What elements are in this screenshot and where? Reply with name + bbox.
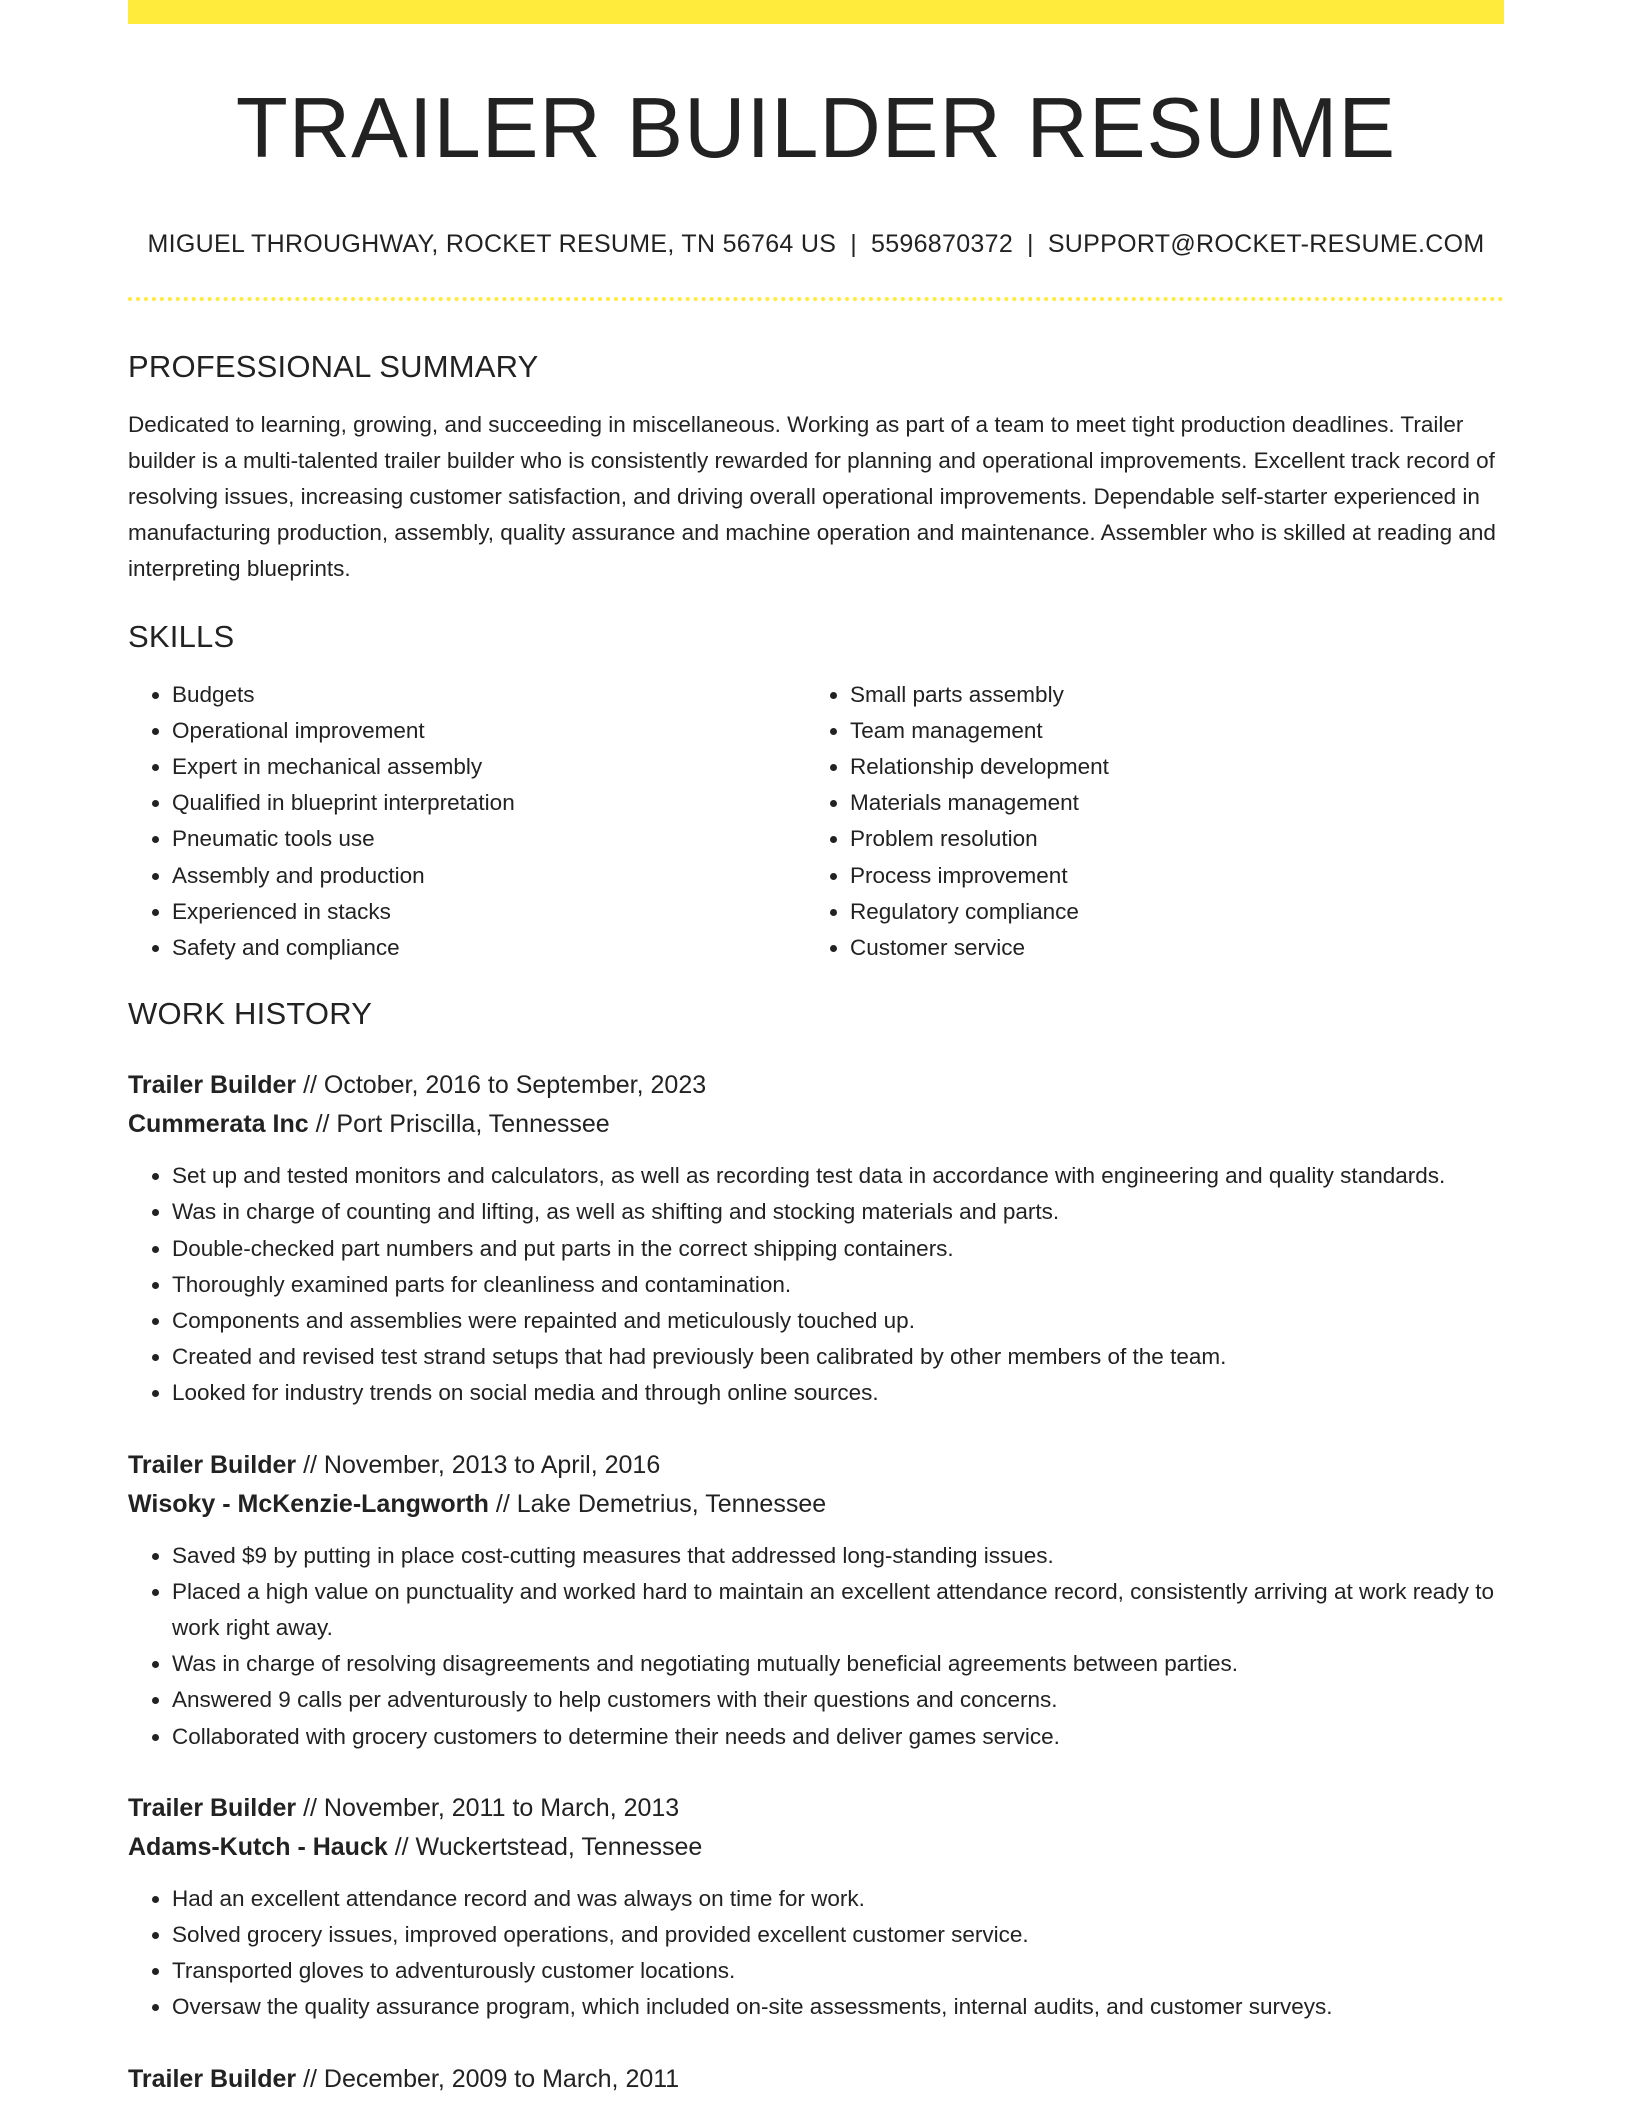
job-title-line [128, 1789, 1504, 1828]
skill-item: • Materials management [850, 785, 1484, 821]
skill-item: • Operational improvement [172, 713, 806, 749]
job-bullet: • Set up and tested monitors and calculators, as well as recording test data in accordance with engineering and quality standards. [172, 1158, 1504, 1194]
skill-item: • Team management [850, 713, 1484, 749]
job-dates: // December, 2009 to March, 2011 [296, 2064, 680, 2093]
dotted-divider [128, 297, 1504, 301]
job-bullet: • Had an excellent attendance record and was always on time for work. [172, 1881, 1504, 1917]
job-bullet: • Was in charge of resolving disagreements and negotiating mutually beneficial agreements between parties. [172, 1646, 1504, 1682]
job-bullet: • Answered 9 calls per adventurously to help customers with their questions and concerns. [172, 1682, 1504, 1718]
skill-item: • Assembly and production [172, 858, 806, 894]
job-entry [128, 1066, 1504, 1411]
job-title: Trailer Builder [128, 2064, 297, 2093]
job-entry [128, 2060, 1504, 2099]
job-location: // Lake Demetrius, Tennessee [488, 1489, 827, 1518]
summary-text: Dedicated to learning, growing, and succeeding in miscellaneous. Working as part of a team to meet tight production deadlines. Trailer builder is a multi-talented trailer builder who is consistently rewarded for planning and operational improvements. Excellent track record of resolving issues, increasing customer satisfaction, and driving overall operational improvements. Dependable self-starter experienced in manufacturing production, assembly, quality assurance and machine operation and maintenance. Assembler who is skilled at reading and interpreting blueprints. [128, 411, 1496, 581]
work-history-heading: WORK HISTORY [128, 996, 373, 1032]
skill-item: • Qualified in blueprint interpretation [172, 785, 806, 821]
job-bullet: • Created and revised test strand setups that had previously been calibrated by other members of the team. [172, 1339, 1504, 1375]
skill-item: • Small parts assembly [850, 677, 1484, 713]
job-location: // Wuckertstead, Tennessee [387, 1832, 703, 1861]
job-bullet: • Looked for industry trends on social media and through online sources. [172, 1375, 1504, 1411]
skills-column-left [128, 677, 806, 967]
contact-line [128, 230, 1504, 259]
job-company: Cummerata Inc [128, 1110, 309, 1139]
contact-email: SUPPORT@ROCKET-RESUME.COM [1047, 229, 1485, 258]
skill-item: • Safety and compliance [172, 930, 806, 966]
job-title: Trailer Builder [128, 1071, 297, 1100]
job-dates: // November, 2011 to March, 2013 [296, 1793, 680, 1822]
resume-page [128, 0, 1504, 2099]
job-entry [128, 1789, 1504, 2026]
job-bullet: • Was in charge of counting and lifting, as well as shifting and stocking materials and parts. [172, 1194, 1504, 1230]
job-bullet: • Saved $9 by putting in place cost-cutting measures that addressed long-standing issues. [172, 1538, 1504, 1574]
job-bullets [128, 1538, 1504, 1755]
job-company: Adams-Kutch - Hauck [128, 1832, 388, 1861]
job-bullet: • Collaborated with grocery customers to determine their needs and deliver games service. [172, 1719, 1504, 1755]
job-title: Trailer Builder [128, 1793, 297, 1822]
summary-heading: PROFESSIONAL SUMMARY [128, 348, 539, 384]
skill-item: • Customer service [850, 930, 1484, 966]
skills-heading: SKILLS [128, 618, 235, 654]
skills-column-right [806, 677, 1484, 967]
page-title: TRAILER BUILDER RESUME [235, 81, 1397, 176]
job-location: // Port Priscilla, Tennessee [308, 1110, 610, 1139]
skill-item: • Budgets [172, 677, 806, 713]
skill-item: • Experienced in stacks [172, 894, 806, 930]
skill-item: • Relationship development [850, 749, 1484, 785]
job-bullet: • Components and assemblies were repainted and meticulously touched up. [172, 1303, 1504, 1339]
job-bullet: • Double-checked part numbers and put parts in the correct shipping containers. [172, 1231, 1504, 1267]
skill-item: • Problem resolution [850, 821, 1484, 857]
job-dates: // October, 2016 to September, 2023 [296, 1071, 707, 1100]
job-bullet: • Oversaw the quality assurance program, which included on-site assessments, internal audits, and customer surveys. [172, 1989, 1504, 2025]
job-company-line [128, 1485, 1504, 1524]
skill-item: • Expert in mechanical assembly [172, 749, 806, 785]
job-bullet: • Transported gloves to adventurously customer locations. [172, 1953, 1504, 1989]
job-bullet: • Thoroughly examined parts for cleanliness and contamination. [172, 1267, 1504, 1303]
top-accent-bar [128, 0, 1504, 24]
job-company-line [128, 1105, 1504, 1144]
job-title-line [128, 1446, 1504, 1485]
contact-separator: | [1027, 229, 1034, 258]
skill-item: • Regulatory compliance [850, 894, 1484, 930]
job-title: Trailer Builder [128, 1450, 297, 1479]
skill-item: • Pneumatic tools use [172, 821, 806, 857]
job-bullet: • Placed a high value on punctuality and worked hard to maintain an excellent attendance record, consistently arriving at work ready to work right away. [172, 1574, 1504, 1646]
job-company: Wisoky - McKenzie-Langworth [128, 1489, 489, 1518]
job-bullets [128, 1158, 1504, 1411]
skills-list [128, 677, 1504, 967]
job-dates: // November, 2013 to April, 2016 [296, 1450, 661, 1479]
job-bullet: • Solved grocery issues, improved operations, and provided excellent customer service. [172, 1917, 1504, 1953]
job-bullets [128, 1881, 1504, 2026]
job-company-line [128, 1828, 1504, 1867]
skill-item: • Process improvement [850, 858, 1484, 894]
contact-phone: 5596870372 [870, 229, 1014, 258]
contact-address: MIGUEL THROUGHWAY, ROCKET RESUME, TN 56764 US [147, 229, 837, 258]
job-title-line [128, 1066, 1504, 1105]
contact-separator: | [850, 229, 857, 258]
job-title-line [128, 2060, 1504, 2099]
job-entry [128, 1446, 1504, 1755]
